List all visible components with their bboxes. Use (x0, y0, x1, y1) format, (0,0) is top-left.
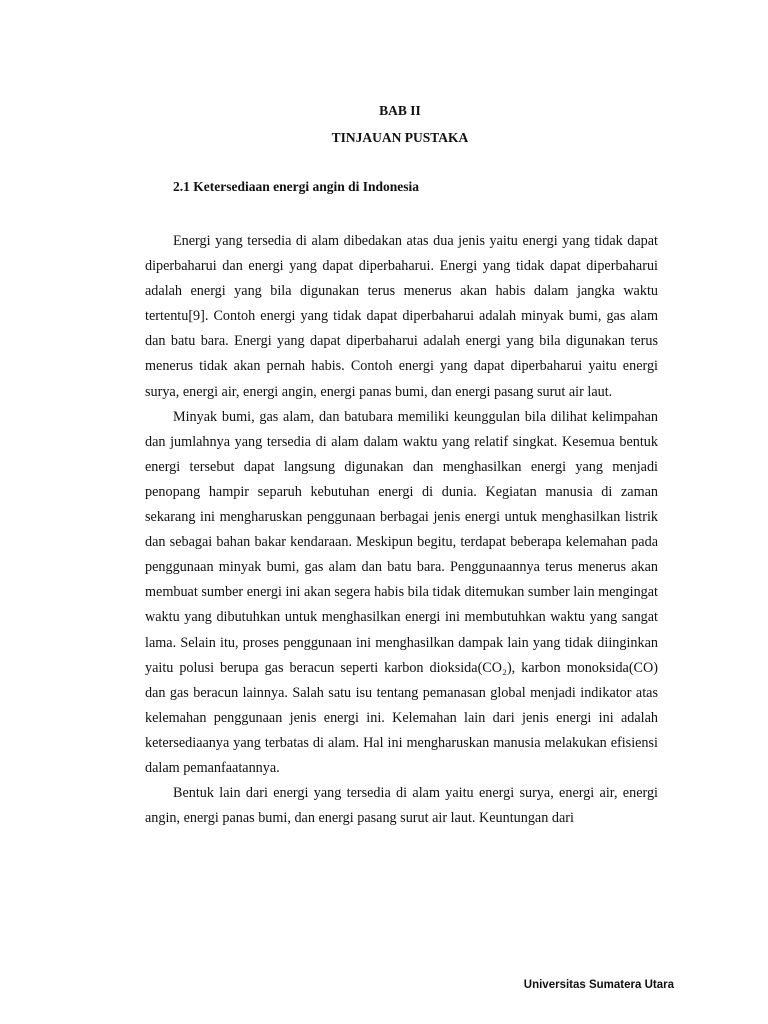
body-text (145, 229, 658, 831)
chapter-number: BAB II (379, 103, 421, 118)
section-heading: 2.1 Ketersediaan energi angin di Indonesia (173, 179, 420, 194)
paragraph-1: Energi yang tersedia di alam dibedakan atas dua jenis yaitu energi yang tidak dapat diperbaharui dan energi yang dapat diperbaharui. Energi yang tidak dapat diperbaharui adalah energi yang bila digunakan terus menerus akan habis dalam jangka waktu tertentu[9]. Contoh energi yang tidak dapat diperbaharui adalah minyak bumi, gas alam dan batu bara. Energi yang dapat diperbaharui adalah energi yang bila digunakan terus menerus tidak akan pernah habis. Contoh energi yang dapat diperbaharui yaitu energi surya, energi air, energi angin, energi panas bumi, dan energi pasang surut air laut. (145, 233, 658, 400)
footer-university: Universitas Sumatera Utara (523, 979, 674, 991)
paragraph-2: Minyak bumi, gas alam, dan batubara memiliki keunggulan bila dilihat kelimpahan dan jumlahnya yang tersedia di alam dalam waktu yang relatif singkat. Kesemua bentuk energi tersebut dapat langsung digunakan dan menghasilkan energi yang menjadi penopang hampir separuh kebutuhan energi di dunia. Kegiatan manusia di zaman sekarang ini mengharuskan penggunaan berbagai jenis energi untuk menghasilkan listrik dan sebagai bahan bakar kendaraan. Meskipun begitu, terdapat beberapa kelemahan pada penggunaan minyak bumi, gas alam dan batu bara. Penggunaannya terus menerus akan membuat sumber energi ini akan segera habis bila tidak ditemukan sumber lain mengingat waktu yang dibutuhkan untuk menghasilkan energi ini membutuhkan waktu yang sangat lama. Selain itu, proses penggunaan ini menghasilkan dampak lain yang tidak diinginkan yaitu polusi berupa gas beracun seperti karbon dioksida(CO₂), karbon monoksida(CO) dan gas beracun lainnya. Salah satu isu tentang pemanasan global menjadi indikator atas kelemahan penggunaan jenis energi ini. Kelemahan lain dari jenis energi ini adalah ketersediaanya yang terbatas di alam. Hal ini mengharuskan manusia melakukan efisiensi dalam pemanfaatannya. (145, 408, 658, 776)
chapter-title: TINJAUAN PUSTAKA (331, 130, 469, 145)
paragraph-3: Bentuk lain dari energi yang tersedia di alam yaitu energi surya, energi air, energi angin, energi panas bumi, dan energi pasang surut air laut. Keuntungan dari (145, 785, 658, 827)
